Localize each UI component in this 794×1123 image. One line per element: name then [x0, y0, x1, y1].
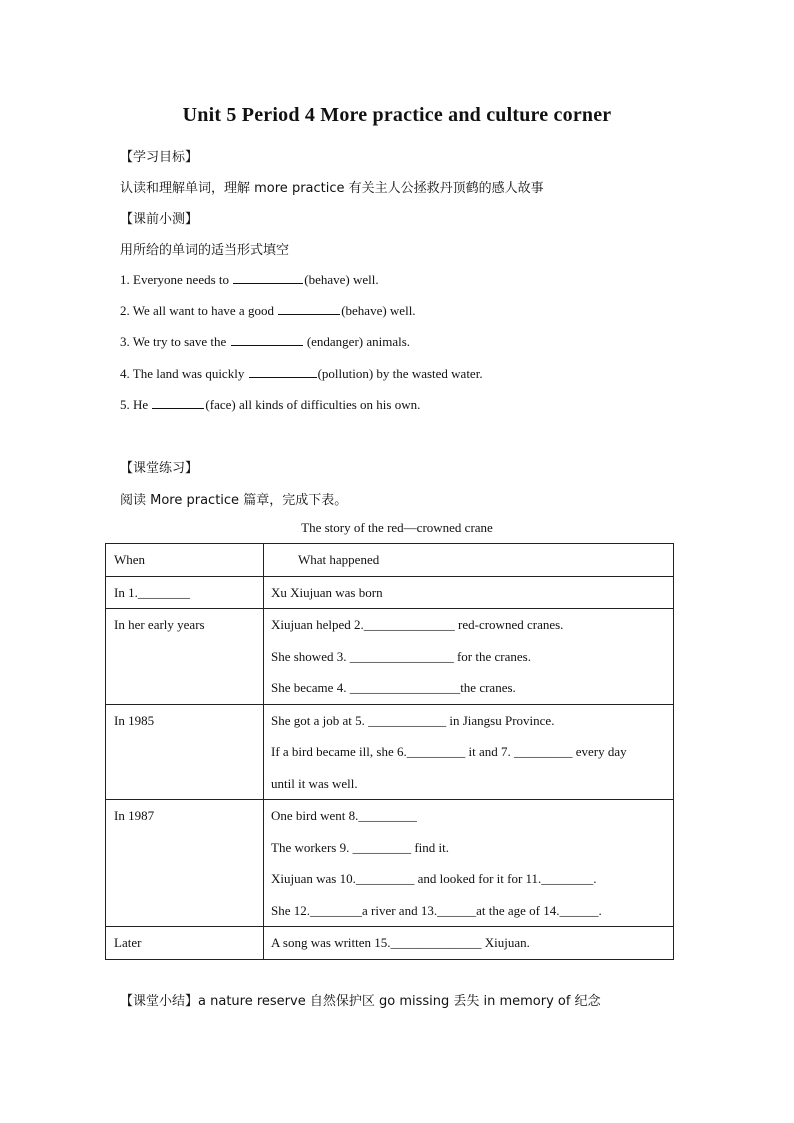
row-when: In 1985 — [114, 712, 155, 728]
pretest-item-2: 2. We all want to have a good (behave) well. — [120, 303, 416, 318]
row-line: A song was written 15.______________ Xiujuan. — [271, 935, 530, 950]
summary-text: a nature reserve 自然保护区 go missing 丢失 in memory of 纪念 — [198, 994, 601, 1009]
row-line: Xu Xiujuan was born — [271, 584, 383, 600]
story-table — [105, 543, 674, 960]
summary-line — [120, 990, 601, 1009]
row-line: Xiujuan helped 2.______________ red-crowned cranes. — [271, 617, 564, 632]
row-line: She became 4. _________________the cranes. — [271, 680, 516, 695]
row-line: She showed 3. ________________ for the cranes. — [271, 648, 531, 664]
answer-blank[interactable] — [278, 302, 340, 315]
pretest-item-1: 1. Everyone needs to (behave) well. — [120, 272, 379, 287]
pretest-instruction: 用所给的单词的适当形式填空 — [120, 243, 290, 258]
row-line: Xiujuan was 10._________ and looked for it for 11.________. — [271, 871, 597, 886]
table-header-what: What happened — [264, 544, 674, 577]
summary-heading: 【课堂小结】 — [120, 994, 199, 1009]
pretest-heading: 【课前小测】 — [120, 212, 199, 227]
table-row — [106, 609, 674, 705]
objectives-heading: 【学习目标】 — [120, 150, 199, 165]
practice-instruction: 阅读 More practice 篇章，完成下表。 — [120, 493, 348, 508]
pretest-item-5: 5. He (face) all kinds of difficulties on his own. — [120, 397, 421, 412]
table-row — [106, 927, 674, 960]
answer-blank[interactable] — [152, 396, 204, 409]
table-header-when: When — [106, 544, 264, 577]
row-when: Later — [114, 935, 142, 950]
pretest-item-4: 4. The land was quickly (pollution) by the wasted water. — [120, 366, 483, 381]
table-row — [106, 576, 674, 609]
table-row — [106, 704, 674, 800]
row-line: If a bird became ill, she 6._________ it and 7. _________ every day — [271, 744, 627, 759]
row-when: In her early years — [114, 617, 205, 632]
practice-heading: 【课堂练习】 — [120, 461, 199, 476]
row-line: One bird went 8._________ — [271, 808, 417, 823]
row-line: She 12.________a river and 13.______at the age of 14.______. — [271, 902, 602, 918]
objectives-text: 认读和理解单词，理解 more practice 有关主人公拯救丹顶鹤的感人故事 — [120, 181, 544, 196]
row-line: She got a job at 5. ____________ in Jiangsu Province. — [271, 712, 555, 728]
row-when: In 1987 — [114, 808, 155, 823]
table-row — [106, 800, 674, 927]
table-header-row — [106, 544, 674, 577]
table-caption: The story of the red—crowned crane — [301, 520, 493, 535]
row-line: The workers 9. _________ find it. — [271, 839, 450, 855]
pretest-item-3: 3. We try to save the (endanger) animals. — [120, 334, 411, 349]
answer-blank[interactable] — [233, 271, 303, 284]
row-line: until it was well. — [271, 775, 358, 791]
page-title: Unit 5 Period 4 More practice and culture corner — [182, 104, 612, 126]
answer-blank[interactable] — [231, 333, 303, 346]
row-when: In 1.________ — [114, 584, 190, 600]
answer-blank[interactable] — [249, 365, 317, 378]
